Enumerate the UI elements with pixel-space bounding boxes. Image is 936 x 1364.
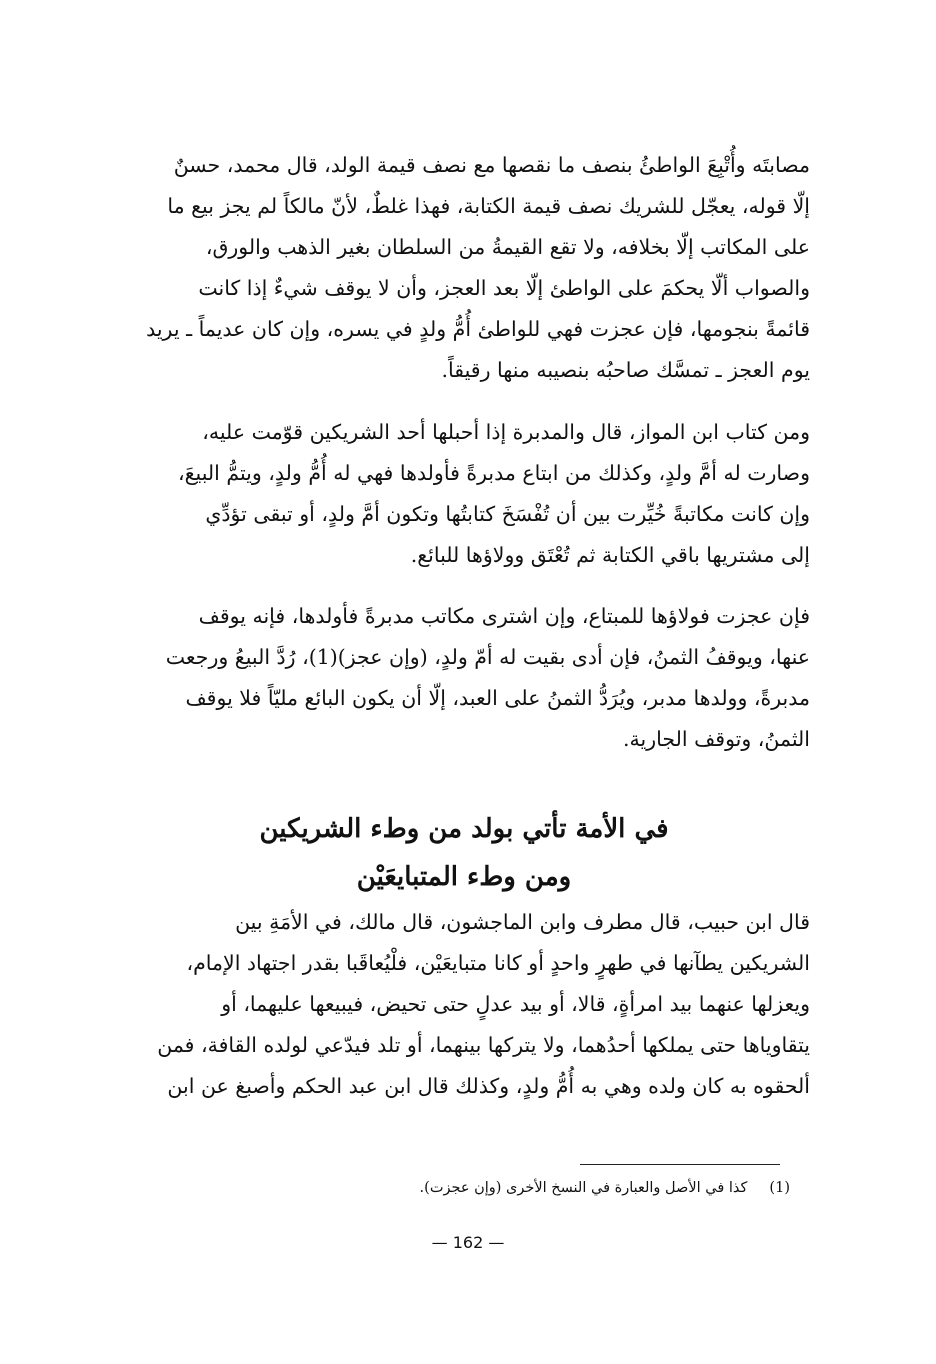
text-line: إلّا قوله، يعجّل للشريك نصف قيمة الكتابة، فهذا غلطٌ، لأنّ مالكاً لم يجز بيع ما [167,194,810,218]
text-line: ويعزلها عنهما بيد امرأةٍ، قالا، أو بيد عدلٍ حتى تحيض، فيبيعها عليهما، أو [221,992,810,1016]
section-heading [118,805,810,901]
text-line: الشريكين يطآنها في طهرٍ واحدٍ أو كانا متبايعَيْن، فلْيُعاقَبا بقدر اجتهاد الإمام، [186,951,810,975]
paragraph-2 [118,412,810,576]
text-line: عنها، ويوقفُ الثمنُ، فإن أدى بقيت له أمّ ولدٍ، (وإن عجز)(1)، رُدَّ البيعُ ورجعت [165,645,810,669]
text-line: فإن عجزت فولاؤها للمبتاع، وإن اشترى مكاتب مدبرةً فأولدها، فإنه يوقف [198,604,810,628]
page-number: — 162 — [431,1233,505,1252]
text-line: مصابتَه وأُتْبِعَ الواطئُ بنصف ما نقصها مع نصف قيمة الولد، قال محمد، حسنٌ [173,153,810,177]
text-line: وصارت له أمَّ ولدٍ، وكذلك من ابتاع مدبرةً فأولدها فهي له أُمُّ ولدٍ، ويتمُّ البيعَ، [178,461,810,485]
text-line: الثمنُ، وتوقف الجارية. [623,727,810,751]
text-line: إلى مشتريها باقي الكتابة ثم تُعْتَق وولاؤها للبائع. [410,543,810,567]
text-line: والصواب ألّا يحكمَ على الواطئ إلّا بعد العجز، وأن لا يوقف شيءٌ إذا كانت [198,276,810,300]
text-line: على المكاتب إلّا بخلافه، ولا تقع القيمةُ من السلطان بغير الذهب والورق، [205,235,810,259]
text-line: وإن كانت مكاتبةً خُيِّرت بين أن تُفْسَخَ كتابتُها وتكون أمَّ ولدٍ، أو تبقى تؤدِّي [205,502,810,526]
paragraph-1 [118,145,810,391]
text-line: قائمةً بنجومها، فإن عجزت فهي للواطئ أُمُّ ولدٍ في يسره، وإن كان عديماً ـ يريد [146,317,810,341]
heading-line-1: في الأمة تأتي بولد من وطء الشريكين [259,814,669,844]
text-line: ألحقوه به كان ولده وهي به أُمُّ ولدٍ، وكذلك قال ابن عبد الحكم وأصبغ عن ابن [167,1074,810,1098]
heading-line-2: ومن وطء المتبايعَيْن [356,862,572,892]
text-line: ومن كتاب ابن المواز، قال والمدبرة إذا أحبلها أحد الشريكين قوّمت عليه، [202,420,810,444]
text-line: يتقاوياها حتى يملكها أحدُهما، ولا يتركها بينهما، أو تلد فيدّعي لولده القافة، فمن [157,1033,810,1057]
text-line: مدبرةً، وولدها مدبر، ويُرَدُّ الثمنُ على العبد، إلّا أن يكون البائع مليّاً فلا يوقف [185,686,810,710]
paragraph-4 [118,902,810,1107]
footnote-text: كذا في الأصل والعبارة في النسخ الأخرى (وإن عجزت). [419,1180,748,1196]
footnote-separator [580,1164,780,1165]
footnote [300,1176,790,1200]
text-line: قال ابن حبيب، قال مطرف وابن الماجشون، قال مالك، في الأمَةِ بين [235,910,810,934]
text-line: يوم العجز ـ تمسَّك صاحبُه بنصيبه منها رقيقاً. [441,358,810,382]
footnote-number: (1) [769,1180,790,1196]
paragraph-3 [118,596,810,760]
